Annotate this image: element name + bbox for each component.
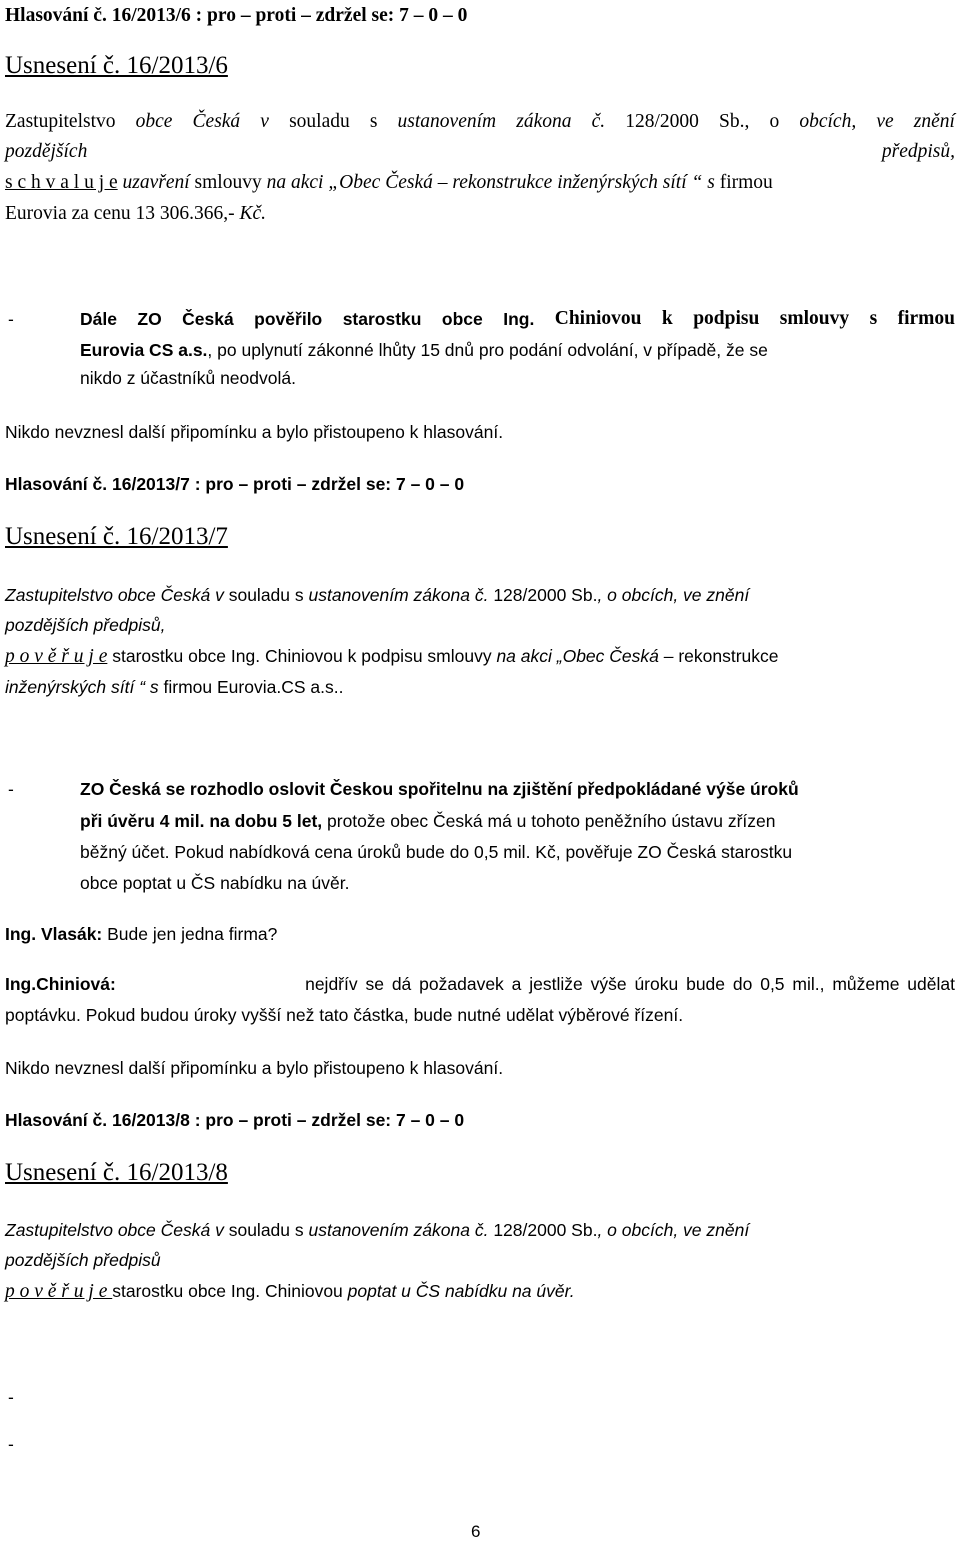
item-2-line-4: obce poptat u ČS nabídku na úvěr. [80, 873, 350, 893]
resolution-6-line-1: Zastupitelstvo obce Česká v souladu s ustanovením zákona č. 128/2000 Sb., o obcích, ve znění [5, 111, 955, 132]
list-dash: - [8, 779, 14, 799]
verb-poveruje: p o v ě ř u j e [5, 1281, 113, 1302]
empty-list-dash: - [8, 1434, 14, 1454]
resolution-7-line-1: Zastupitelstvo obce Česká v souladu s ustanovením zákona č. 128/2000 Sb., o obcích, ve znění [5, 585, 750, 605]
item-2-line-2: při úvěru 4 mil. na dobu 5 let, protože obec Česká má u tohoto peněžního ústavu zřízen [80, 811, 776, 831]
discussion-vlasak: Ing. Vlasák: Bude jen jedna firma? [5, 924, 278, 944]
resolution-6-line-3: s c h v a l u j e uzavření smlouvy na akci „Obec Česká – rekonstrukce inženýrských sítí “ s firmou [5, 172, 773, 193]
resolution-7-line-4: inženýrských sítí “ s firmou Eurovia.CS a.s.. [5, 677, 344, 697]
item-1-line-3: nikdo z účastníků neodvolá. [80, 368, 296, 388]
vote-16-2013-8: Hlasování č. 16/2013/8 : pro – proti – zdržel se: 7 – 0 – 0 [5, 1110, 465, 1130]
resolution-7-line-2: pozdějších předpisů, [5, 615, 166, 635]
discussion-chiniova-line-2: poptávku. Pokud budou úroky vyšší než tato částka, bude nutné udělat výběrové řízení. [5, 1005, 684, 1025]
resolution-7-line-3: p o v ě ř u j e starostku obce Ing. Chiniovou k podpisu smlouvy na akci „Obec Česká – rekonstrukce [5, 646, 779, 667]
discussion-chiniova-line-1: Ing.Chiniová: nejdřív se dá požadavek a jestliže výše úroku bude do 0,5 mil., můžeme udělat [5, 974, 955, 994]
resolution-6-line-4: Eurovia za cenu 13 306.366,- Kč. [5, 203, 267, 224]
item-1-line-1: Dále ZO Česká pověřilo starostku obce Ing. Chiniovou k podpisu smlouvy s firmou [80, 308, 955, 329]
vote-16-2013-6: Hlasování č. 16/2013/6 : pro – proti – zdržel se: 7 – 0 – 0 [5, 5, 468, 26]
no-further-comments-2: Nikdo nevznesl další připomínku a bylo přistoupeno k hlasování. [5, 1058, 504, 1078]
page-number: 6 [471, 1522, 481, 1541]
resolution-heading-8: Usnesení č. 16/2013/8 [5, 1159, 228, 1186]
resolution-heading-7: Usnesení č. 16/2013/7 [5, 523, 228, 550]
verb-schvaluje: s c h v a l u j e [5, 172, 118, 193]
list-dash: - [8, 309, 14, 329]
empty-list-dash: - [8, 1387, 14, 1407]
speaker-chiniova: Ing.Chiniová: [5, 974, 116, 994]
resolution-8-line-3: p o v ě ř u j e starostku obce Ing. Chiniovou poptat u ČS nabídku na úvěr. [5, 1281, 575, 1302]
speaker-vlasak: Ing. Vlasák: [5, 924, 103, 944]
resolution-8-line-2: pozdějších předpisů [5, 1250, 161, 1270]
resolution-6-line-2: pozdějších předpisů, [5, 141, 955, 162]
resolution-heading-6: Usnesení č. 16/2013/6 [5, 52, 228, 79]
resolution-8-line-1: Zastupitelstvo obce Česká v souladu s ustanovením zákona č. 128/2000 Sb., o obcích, ve znění [5, 1220, 750, 1240]
item-2-line-3: běžný účet. Pokud nabídková cena úroků bude do 0,5 mil. Kč, pověřuje ZO Česká starostku [80, 842, 793, 862]
verb-poveruje: p o v ě ř u j e [5, 646, 108, 667]
item-2-line-1: ZO Česká se rozhodlo oslovit Českou spořitelnu na zjištění předpokládané výše úroků [80, 779, 799, 799]
vote-16-2013-7: Hlasování č. 16/2013/7 : pro – proti – zdržel se: 7 – 0 – 0 [5, 474, 465, 494]
item-1-line-2: Eurovia CS a.s., po uplynutí zákonné lhůty 15 dnů pro podání odvolání, v případě, že se [80, 340, 768, 360]
no-further-comments-1: Nikdo nevznesl další připomínku a bylo přistoupeno k hlasování. [5, 422, 504, 442]
